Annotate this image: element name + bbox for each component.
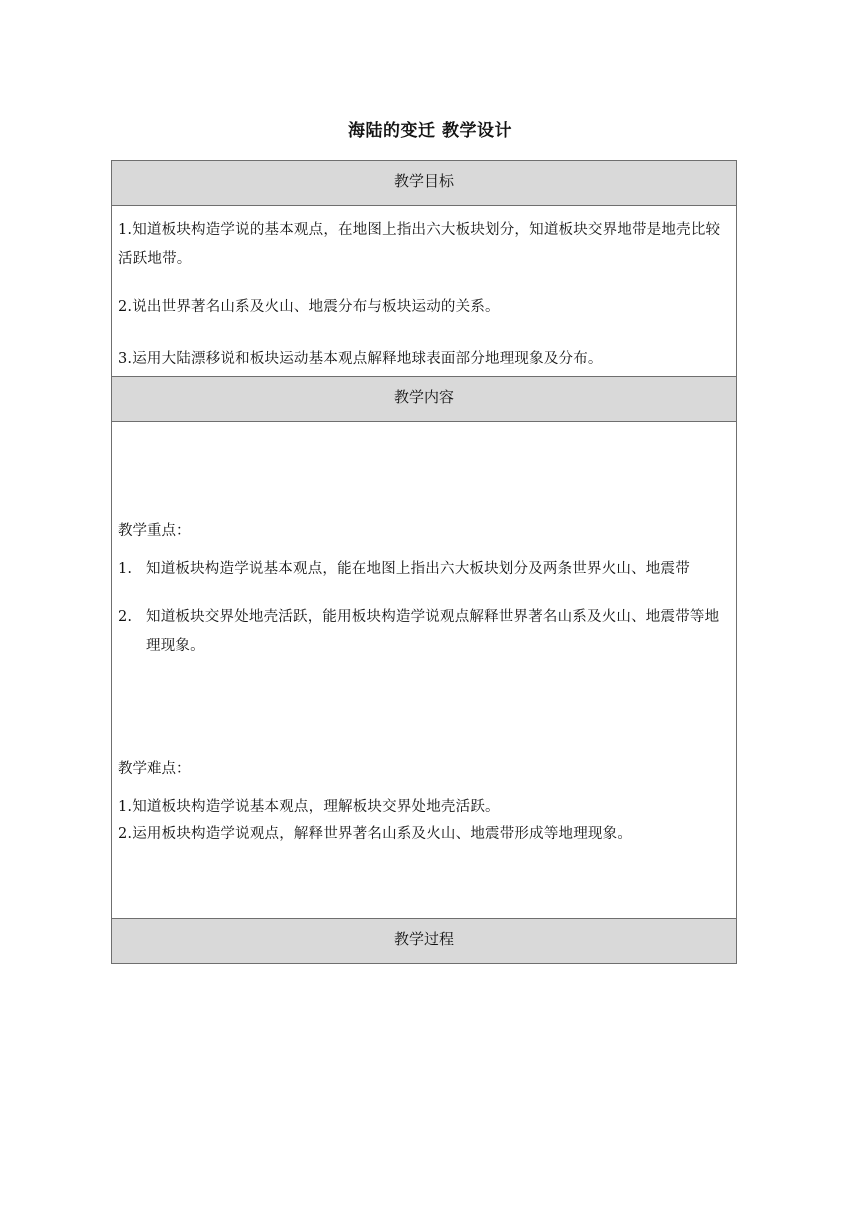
objectives-cell: [112, 206, 737, 377]
content-header: [112, 377, 737, 422]
difficult-points-list: [118, 794, 730, 848]
key-point-item-1: [118, 555, 730, 584]
key-points-list: [118, 555, 730, 661]
objective-item-3: 3.运用大陆漂移说和板块运动基本观点解释地球表面部分地理现象及分布。: [118, 351, 603, 367]
lesson-plan-table: [111, 160, 737, 964]
content-cell: [112, 422, 737, 919]
objective-item-1: 1.知道板块构造学说的基本观点，在地图上指出六大板块划分，知道板块交界地带是地壳比较活跃地带。: [118, 222, 721, 267]
difficult-point-item-2: 2.运用板块构造学说观点，解释世界著名山系及火山、地震带形成等地理现象。: [118, 826, 633, 842]
objectives-header: [112, 161, 737, 206]
objective-item-2: 2.说出世界著名山系及火山、地震分布与板块运动的关系。: [118, 299, 500, 315]
document-title: 海陆的变迁 教学设计: [348, 121, 512, 141]
difficult-point-item-1: 1.知道板块构造学说基本观点，理解板块交界处地壳活跃。: [118, 799, 500, 815]
key-point-item-2: [118, 603, 730, 661]
process-header-label: 教学过程: [393, 930, 454, 948]
key-point-number-1: 1.: [118, 561, 133, 577]
process-header: [112, 919, 737, 964]
key-point-number-2: 2.: [118, 609, 133, 625]
objectives-header-label: 教学目标: [393, 172, 454, 190]
content-header-label: 教学内容: [393, 388, 454, 406]
key-point-text-2: 知道板块交界处地壳活跃，能用板块构造学说观点解释世界著名山系及火山、地震带等地理现象。: [146, 609, 720, 654]
key-points-heading: 教学重点：: [118, 523, 191, 539]
difficult-points-heading: 教学难点：: [118, 761, 191, 777]
key-point-text-1: 知道板块构造学说基本观点，能在地图上指出六大板块划分及两条世界火山、地震带: [146, 561, 690, 577]
